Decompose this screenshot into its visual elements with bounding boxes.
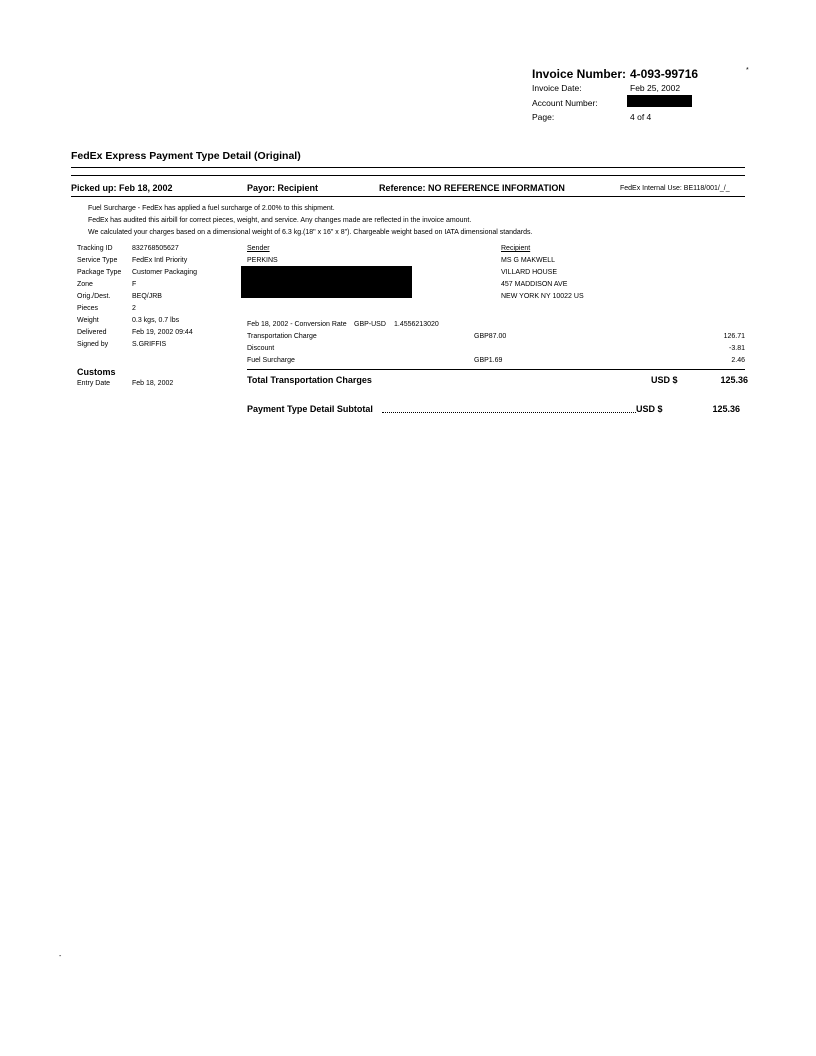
- reference: Reference: NO REFERENCE INFORMATION: [379, 183, 565, 193]
- payor: Payor: Recipient: [247, 183, 319, 193]
- detail-label: Tracking ID: [77, 245, 113, 252]
- detail-value: BEQ/JRB: [132, 293, 162, 300]
- sender-heading: Sender: [247, 245, 270, 252]
- section-divider-bottom: [71, 175, 745, 176]
- entry-date-value: Feb 18, 2002: [132, 380, 174, 387]
- sender-name: PERKINS: [247, 257, 278, 264]
- charge-usd: 2.46: [731, 357, 745, 364]
- invoice-date-label: Invoice Date:: [532, 83, 582, 93]
- invoice-number: 4-093-99716: [630, 67, 699, 81]
- total-divider: [247, 369, 745, 370]
- section-title: FedEx Express Payment Type Detail (Original): [71, 150, 301, 162]
- detail-value: Customer Packaging: [132, 269, 197, 276]
- section-divider-top: [71, 167, 745, 168]
- detail-label: Pieces: [77, 305, 99, 312]
- subtotal-label: Payment Type Detail Subtotal: [247, 404, 373, 414]
- internal-use: FedEx Internal Use: BE118/001/_/_: [620, 185, 730, 192]
- customs-title: Customs: [77, 367, 116, 377]
- detail-value: 0.3 kgs, 0.7 lbs: [132, 317, 180, 324]
- note-line: FedEx has audited this airbill for correct pieces, weight, and service. Any changes made are reflected in the invoice amount.: [88, 217, 472, 224]
- charge-usd: -3.81: [729, 345, 745, 352]
- invoice-number-label: Invoice Number:: [532, 67, 627, 81]
- total-currency: USD $: [651, 375, 678, 385]
- detail-value: F: [132, 281, 137, 288]
- note-line: We calculated your charges based on a dimensional weight of 6.3 kg.(18" x 16" x 8"). Chargeable weight based on IATA dimensional standards.: [88, 229, 533, 236]
- sender-address-redaction: [241, 266, 412, 298]
- page-number: 4 of 4: [630, 112, 652, 122]
- recipient-line: 457 MADDISON AVE: [501, 281, 568, 288]
- recipient-heading: Recipient: [501, 245, 531, 252]
- subtotal-dot-leader: [382, 412, 636, 413]
- total-label: Total Transportation Charges: [247, 375, 372, 385]
- detail-label: Orig./Dest.: [77, 293, 111, 300]
- detail-label: Zone: [77, 281, 93, 288]
- invoice-date: Feb 25, 2002: [630, 83, 681, 93]
- detail-value: Feb 19, 2002 09:44: [132, 329, 193, 336]
- detail-value: FedEx Intl Priority: [132, 257, 188, 264]
- detail-label: Signed by: [77, 341, 109, 348]
- detail-label: Delivered: [77, 329, 107, 336]
- entry-date-label: Entry Date: [77, 380, 111, 387]
- charge-label: Discount: [247, 345, 275, 352]
- conversion-rate: GBP-USD: [354, 321, 386, 328]
- charge-label: Fuel Surcharge: [247, 357, 295, 364]
- detail-label: Weight: [77, 317, 99, 324]
- charge-local: GBP1.69: [474, 357, 503, 364]
- corner-mark: *: [746, 67, 749, 74]
- detail-value: 2: [132, 305, 136, 312]
- header-row-divider: [71, 196, 745, 197]
- recipient-line: MS G MAKWELL: [501, 257, 556, 264]
- conversion-value: 1.4556213020: [394, 321, 439, 328]
- charge-usd: 126.71: [723, 333, 745, 340]
- total-value: 125.36: [720, 375, 748, 385]
- page-label: Page:: [532, 112, 555, 122]
- conversion-date: Feb 18, 2002 - Conversion Rate: [247, 321, 347, 328]
- detail-label: Service Type: [77, 257, 118, 264]
- subtotal-value: 125.36: [712, 404, 740, 414]
- detail-value: S.GRIFFIS: [132, 341, 167, 348]
- recipient-line: NEW YORK NY 10022 US: [501, 293, 584, 300]
- footer-mark: -: [59, 953, 62, 960]
- account-number-label: Account Number:: [532, 98, 598, 108]
- recipient-line: VILLARD HOUSE: [501, 269, 558, 276]
- account-number-redaction: [627, 95, 692, 107]
- charge-label: Transportation Charge: [247, 333, 317, 340]
- picked-up-date: Picked up: Feb 18, 2002: [71, 183, 173, 193]
- note-line: Fuel Surcharge - FedEx has applied a fuel surcharge of 2.00% to this shipment.: [88, 205, 335, 212]
- subtotal-currency: USD $: [636, 404, 663, 414]
- detail-label: Package Type: [77, 269, 122, 276]
- detail-value: 832768505627: [132, 245, 179, 252]
- charge-local: GBP87.00: [474, 333, 507, 340]
